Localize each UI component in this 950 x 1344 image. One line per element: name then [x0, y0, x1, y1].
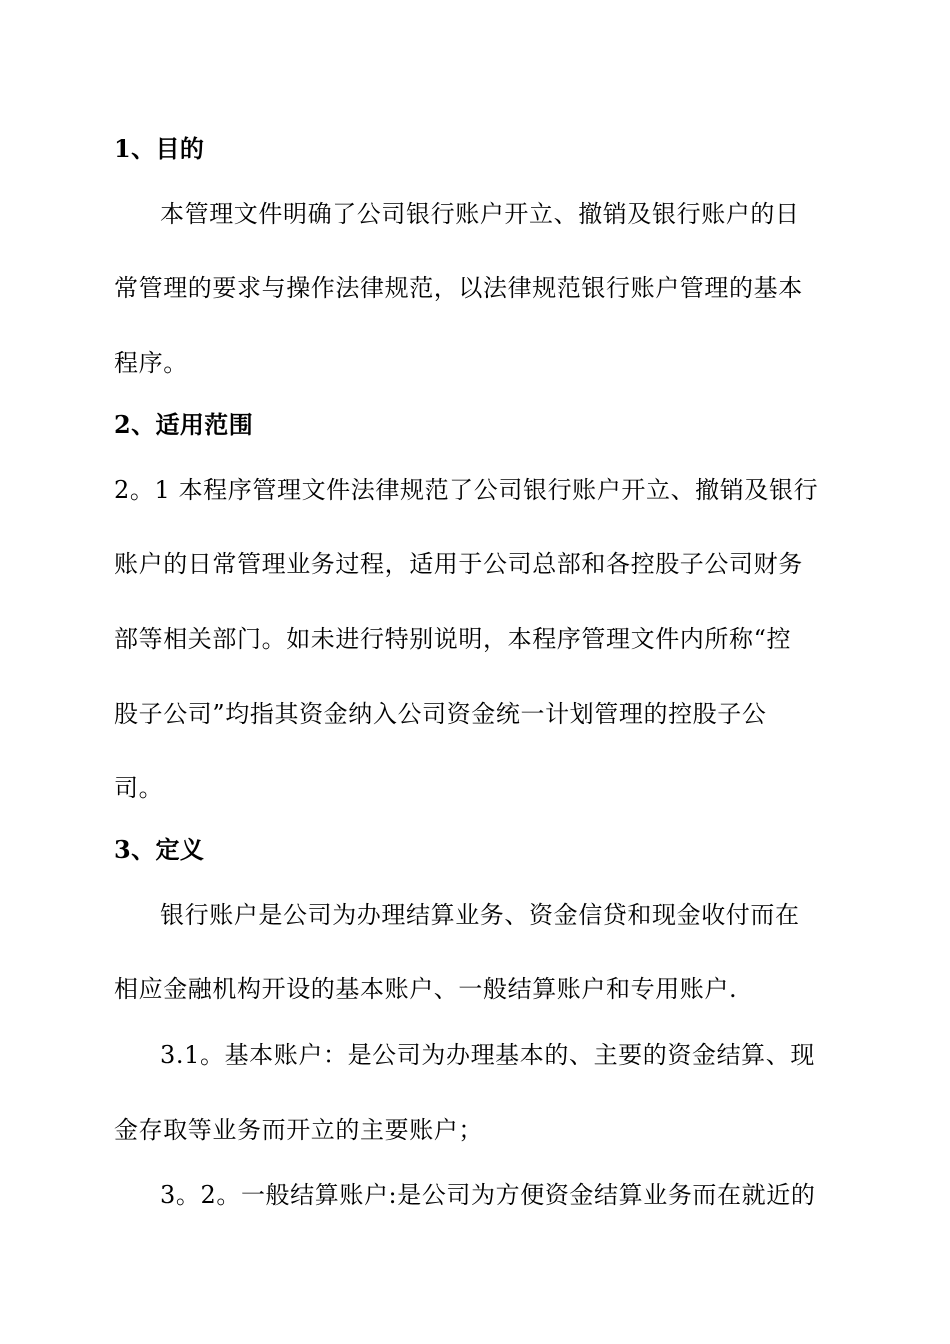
- paragraph-line: 银行账户是公司为办理结算业务、资金信贷和现金收付而在: [160, 901, 800, 929]
- paragraph-line: 程序。: [114, 349, 188, 377]
- paragraph-line: 3.1。基本账户：是公司为办理基本的、主要的资金结算、现: [160, 1041, 815, 1069]
- paragraph-line: 司。: [114, 774, 164, 802]
- paragraph-line: 账户的日常管理业务过程，适用于公司总部和各控股子公司财务: [114, 550, 803, 578]
- paragraph-line: 本管理文件明确了公司银行账户开立、撤销及银行账户的日: [160, 200, 800, 228]
- section-heading-definition: 3、定义: [114, 835, 205, 864]
- paragraph-line: 3。2。一般结算账户:是公司为方便资金结算业务而在就近的: [160, 1181, 816, 1209]
- paragraph-line: 2。1 本程序管理文件法律规范了公司银行账户开立、撤销及银行: [114, 476, 819, 504]
- paragraph-line: 常管理的要求与操作法律规范，以法律规范银行账户管理的基本: [114, 274, 803, 302]
- paragraph-line: 部等相关部门。如未进行特别说明，本程序管理文件内所称“控: [114, 625, 792, 653]
- section-heading-purpose: 1、目的: [114, 134, 205, 163]
- section-heading-scope: 2、适用范围: [114, 410, 254, 439]
- paragraph-line: 相应金融机构开设的基本账户、一般结算账户和专用账户.: [114, 975, 738, 1003]
- paragraph-line: 股子公司”均指其资金纳入公司资金统一计划管理的控股子公: [114, 700, 767, 728]
- paragraph-line: 金存取等业务而开立的主要账户；: [114, 1116, 483, 1144]
